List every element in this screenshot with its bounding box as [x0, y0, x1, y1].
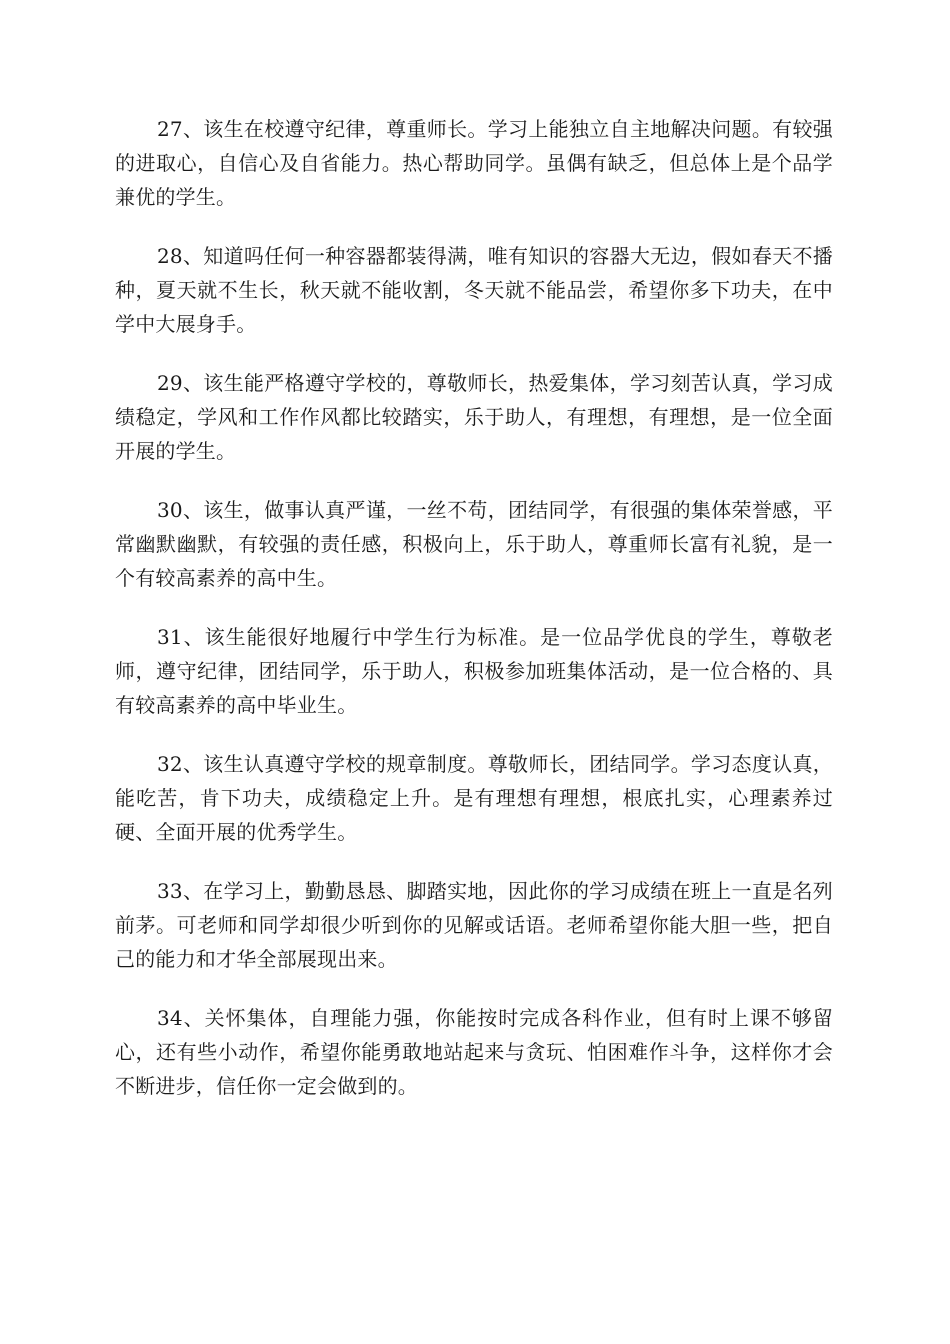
comment-paragraph-32: 32、该生认真遵守学校的规章制度。尊敬师长，团结同学。学习态度认真，能吃苦，肯下功夫，成绩稳定上升。是有理想有理想，根底扎实，心理素养过硬、全面开展的优秀学生。: [115, 752, 833, 844]
comment-paragraph-29: 29、该生能严格遵守学校的，尊敬师长，热爱集体，学习刻苦认真，学习成绩稳定，学风和工作作风都比较踏实，乐于助人，有理想，有理想，是一位全面开展的学生。: [115, 371, 833, 463]
comment-paragraph-31: 31、该生能很好地履行中学生行为标准。是一位品学优良的学生，尊敬老师，遵守纪律，团结同学，乐于助人，积极参加班集体活动，是一位合格的、具有较高素养的高中毕业生。: [115, 625, 833, 717]
comment-paragraph-27: 27、该生在校遵守纪律，尊重师长。学习上能独立自主地解决问题。有较强的进取心，自信心及自省能力。热心帮助同学。虽偶有缺乏，但总体上是个品学兼优的学生。: [115, 117, 833, 209]
document-body: [115, 112, 833, 1128]
comment-paragraph-33: 33、在学习上，勤勤恳恳、脚踏实地，因此你的学习成绩在班上一直是名列前茅。可老师和同学却很少听到你的见解或话语。老师希望你能大胆一些，把自己的能力和才华全部展现出来。: [115, 879, 833, 971]
comment-paragraph-34: 34、关怀集体，自理能力强，你能按时完成各科作业，但有时上课不够留心，还有些小动作，希望你能勇敢地站起来与贪玩、怕困难作斗争，这样你才会不断进步，信任你一定会做到的。: [115, 1006, 833, 1098]
comment-paragraph-30: 30、该生，做事认真严谨，一丝不苟，团结同学，有很强的集体荣誉感，平常幽默幽默，有较强的责任感，积极向上，乐于助人，尊重师长富有礼貌，是一个有较高素养的高中生。: [115, 498, 833, 590]
comment-paragraph-28: 28、知道吗任何一种容器都装得满，唯有知识的容器大无边，假如春天不播种，夏天就不生长，秋天就不能收割，冬天就不能品尝，希望你多下功夫，在中学中大展身手。: [115, 244, 833, 336]
